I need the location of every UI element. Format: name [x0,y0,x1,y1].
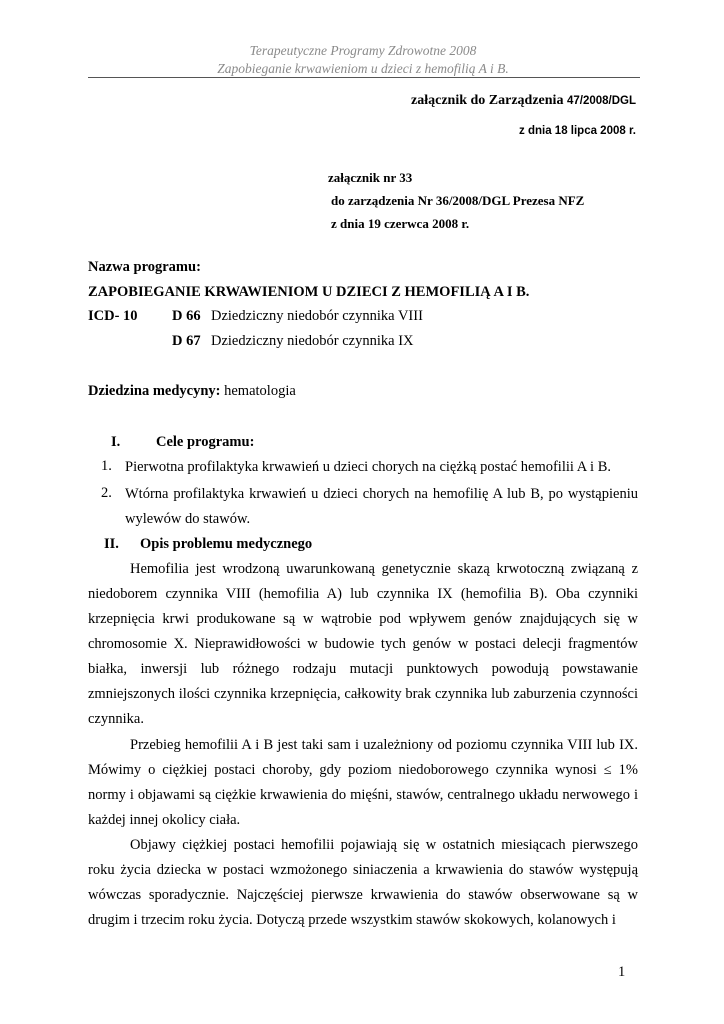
section-2-number: II. [104,536,119,552]
paragraph-2: Przebieg hemofilii A i B jest taki sam i uzależniony od poziomu czynnika VIII lub IX. Mówimy o ciężkiej postaci choroby, gdy poziom niedoborowego czynnika wynosi ≤ 1% normy i objawami są ciężkie krwawienia do mięśni, stawów, centralnego układu nerwowego i każdej innej okolicy ciała. [88,737,638,828]
annex-secondary-line-2: do zarządzenia Nr 36/2008/DGL Prezesa NFZ [331,193,585,208]
section-1-title: Cele programu: [156,434,255,450]
medical-field-value: hematologia [220,383,296,399]
medical-field [88,383,296,400]
icd-description: Dziedziczny niedobór czynnika IX [211,333,414,349]
header-line-1: Terapeutyczne Programy Zdrowotne 2008 [249,43,477,58]
section-1-number: I. [111,434,121,450]
list-item: Wtórna profilaktyka krwawień u dzieci chorych na hemofilię A lub B, po wystąpieniu wylewów do stawów. [125,486,638,527]
running-header [88,42,638,78]
annex-primary-label [300,93,636,109]
list-item-number: 1. [101,458,112,474]
header-divider [88,77,640,78]
annex-primary-number: 47/2008/DGL [566,95,636,107]
list-item-number: 2. [101,485,112,501]
program-name-label: Nazwa programu: [88,259,201,275]
icd-code: D 66 [172,308,201,324]
annex-secondary [328,166,584,235]
medical-field-label: Dziedzina medycyny: [88,383,221,399]
annex-secondary-line-1: załącznik nr 33 [328,170,413,185]
icd-description: Dziedziczny niedobór czynnika VIII [211,308,423,324]
section-2-title: Opis problemu medycznego [140,536,313,552]
paragraph-3: Objawy ciężkiej postaci hemofilii pojawiają się w ostatnich miesiącach pierwszego roku życia dziecka w postaci wzmożonego siniaczenia a krwawienia do stawów występują wówczas sporadycznie. Najczęściej pierwsze krwawienia do stawów obserwowane są w drugim i trzecim roku życia. Dotyczą przede wszystkim stawów skokowych, kolanowych i [88,837,638,928]
program-name: ZAPOBIEGANIE KRWAWIENIOM U DZIECI Z HEMOFILIĄ A I B. [88,284,530,300]
icd-code: D 67 [172,333,201,349]
header-line-2: Zapobieganie krwawieniom u dzieci z hemofilią A i B. [217,61,509,76]
icd-label: ICD- 10 [88,308,138,324]
page-number: 1 [618,964,626,980]
list-item: Pierwotna profilaktyka krwawień u dzieci chorych na ciężką postać hemofilii A i B. [125,459,611,475]
annex-secondary-line-3: z dnia 19 czerwca 2008 r. [331,216,470,231]
annex-primary-date: z dnia 18 lipca 2008 r. [519,125,636,137]
annex-primary-text: załącznik do Zarządzenia [411,93,567,108]
paragraph-1: Hemofilia jest wrodzoną uwarunkowaną genetycznie skazą krwotoczną związaną z niedoborem czynnika VIII (hemofilia A) lub czynnika IX (hemofilia B). Oba czynniki krzepnięcia krwi produkowane są w wątrobie pod wpływem genów znajdujących się w chromosomie X. Nieprawidłowości w budowie tych genów w postaci delecji fragmentów białka, inwersji lub różnego rodzaju mutacji punktowych powodują powstawanie zmniejszonych ilości czynnika krzepnięcia, całkowity brak czynnika lub zaburzenia czynności czynnika. [88,561,638,727]
